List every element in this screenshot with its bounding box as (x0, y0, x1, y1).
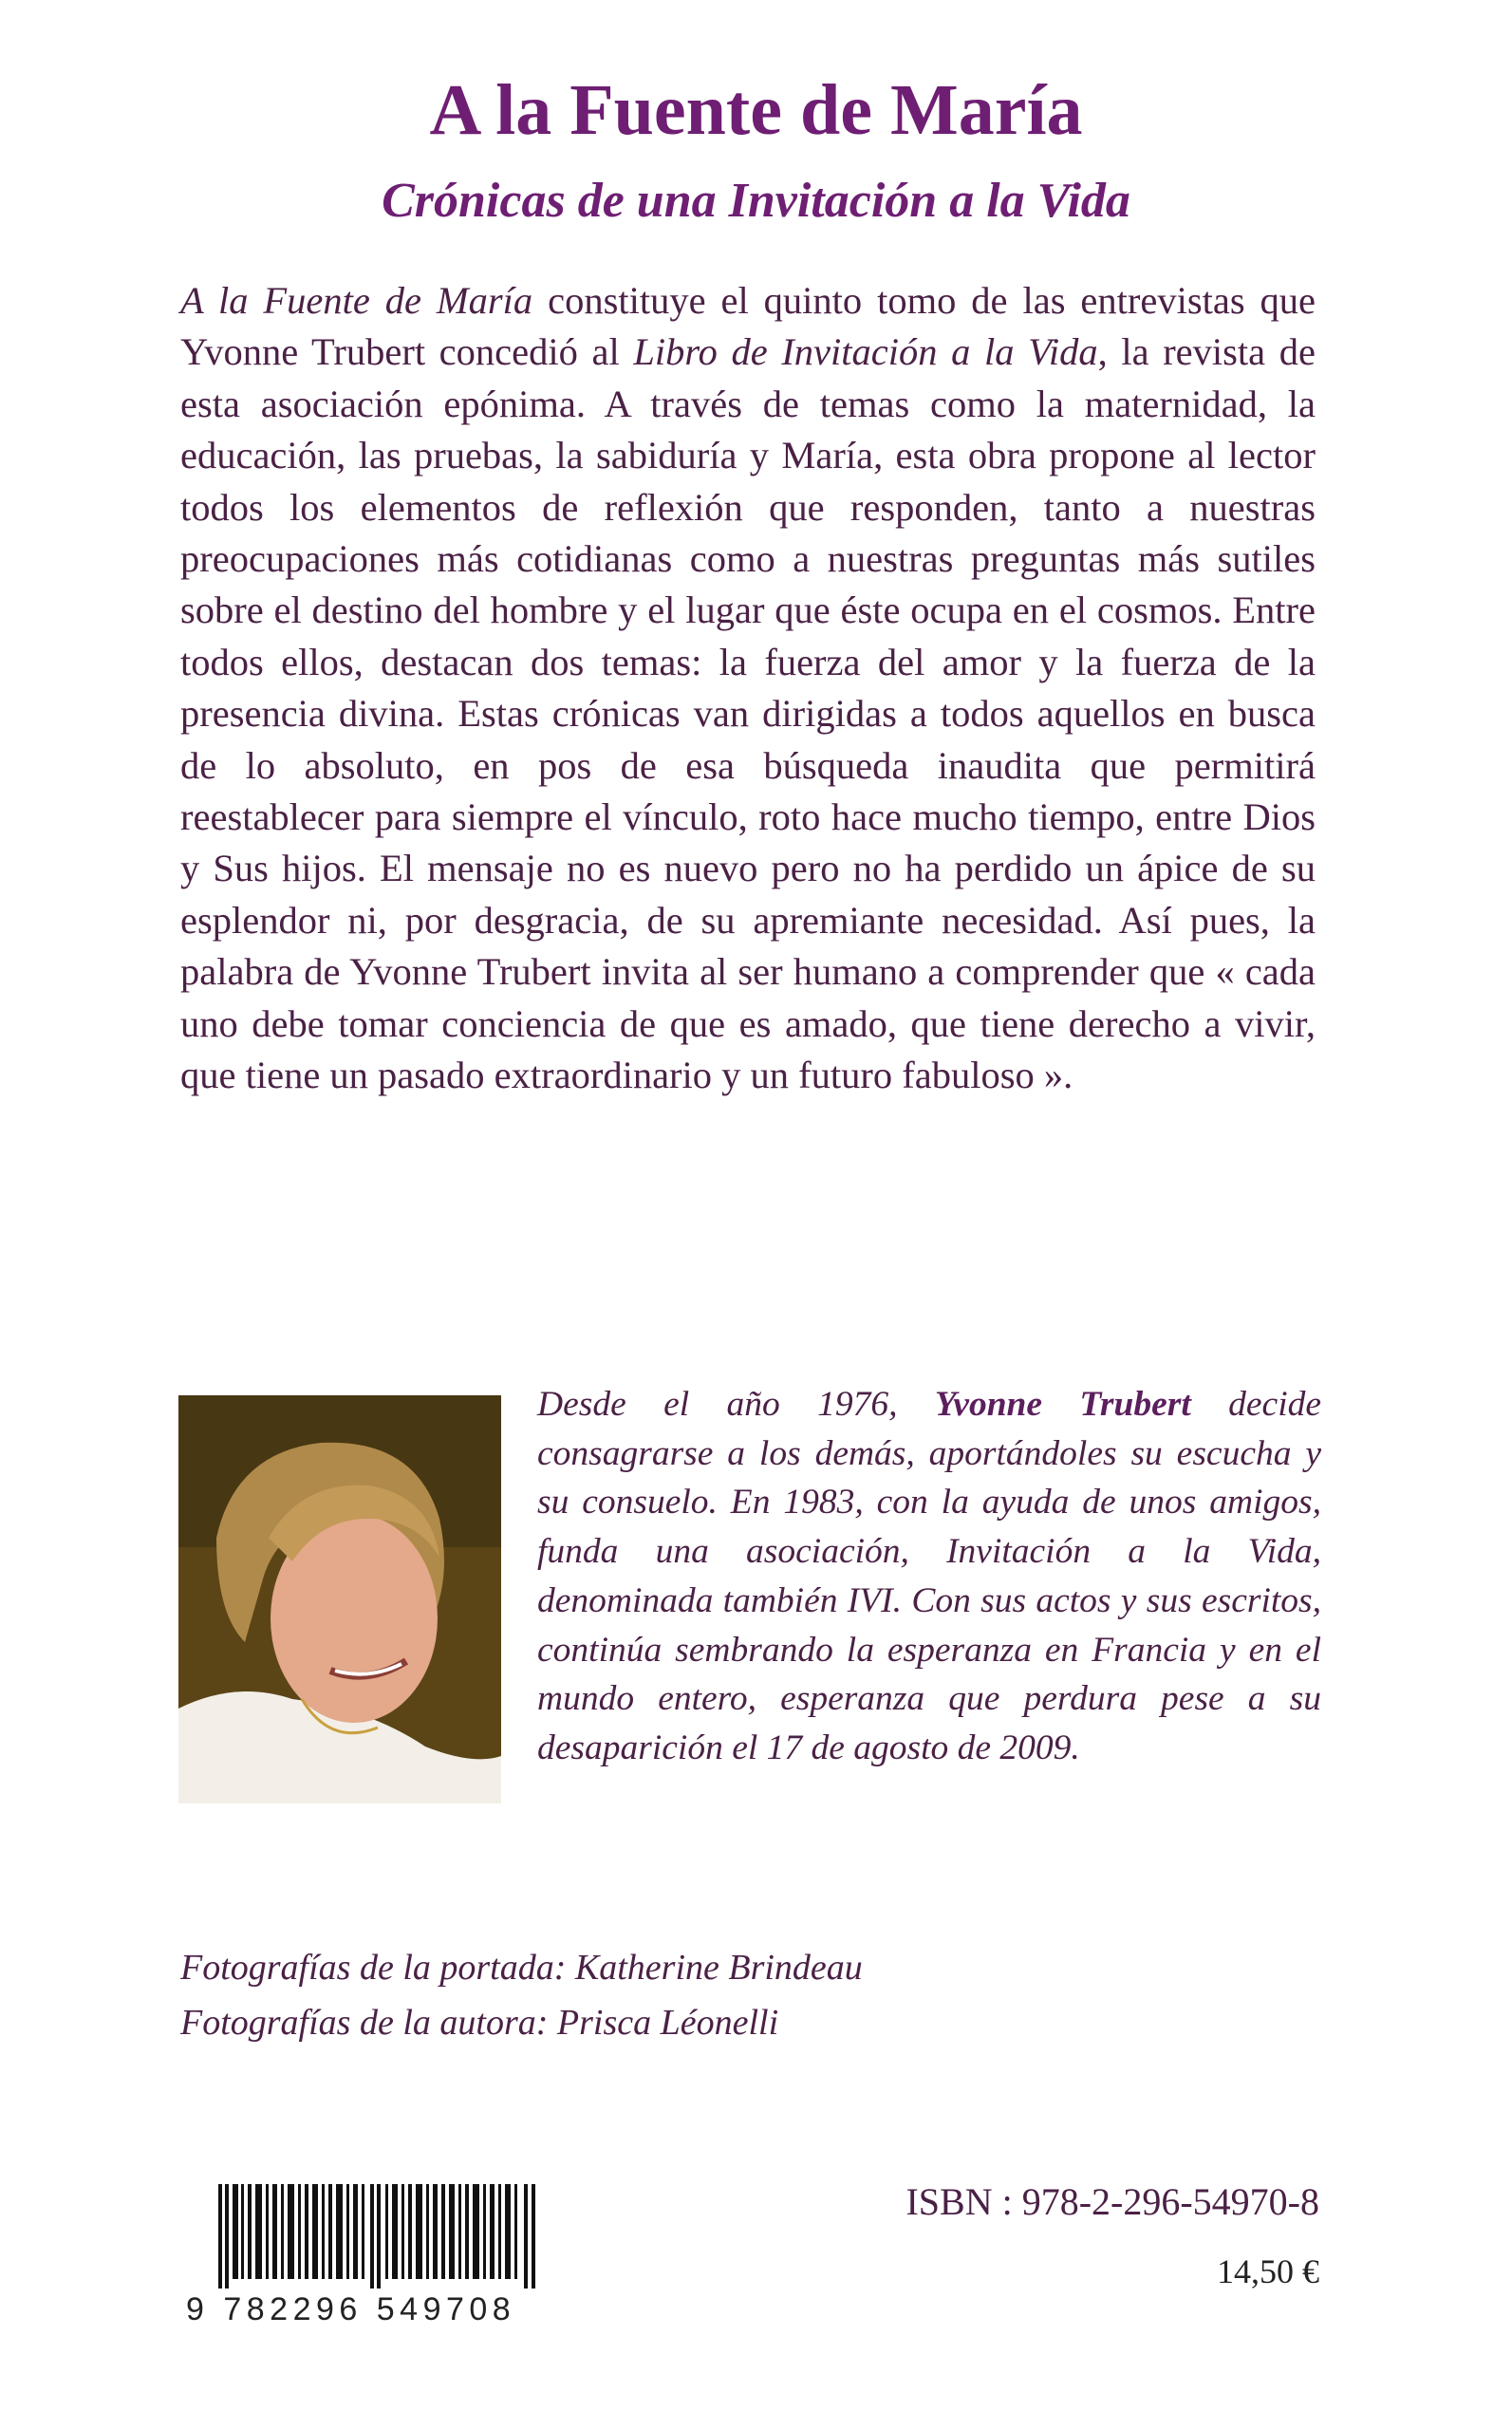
book-price: 14,50 € (1217, 2252, 1319, 2290)
book-subtitle: Crónicas de una Invitación a la Vida (382, 174, 1130, 228)
isbn-number: ISBN : 978-2-296-54970-8 (905, 2180, 1319, 2223)
book-title: A la Fuente de María (429, 70, 1083, 150)
cover-photo-credit: Fotografías de la portada: Katherine Brindeau (180, 1948, 863, 1988)
blurb-text-2: , la revista de esta asociación epónima. A través de temas como la maternidad, la educación, las pruebas, la sabiduría y María, esta obra propone al lector todos los elementos de reflexión que responden, tanto a nuestras preocupaciones más cotidianas como a nuestras preguntas más sutiles sobre el destino del hombre y el lugar que éste ocupa en el cosmos. Entre todos ellos, destacan dos temas: la fuerza del amor y la fuerza de la presencia divina. Estas crónicas van dirigidas a todos aquellos en busca de lo absoluto, en pos de esa búsqueda inaudita que permitirá reestablecer para siempre el vínculo, roto hace mucho tiempo, entre Dios y Sus hijos. El mensaje no es nuevo pero no ha perdido un ápice de su esplendor ni, por desgracia, de su apremiante necesidad. Así pues, la palabra de Yvonne Trubert invita al ser humano a comprender que « cada uno debe tomar conciencia de que es amado, que tiene derecho a vivir, que tiene un pasado extraordinario y un futuro fabuloso ». (180, 330, 1316, 1097)
barcode-icon (218, 2184, 541, 2289)
barcode-digits: 9 782296 549708 (186, 2291, 516, 2327)
author-bio (537, 1380, 1321, 1773)
author-photo-credit: Fotografías de la autora: Prisca Léonelli (180, 2003, 779, 2043)
author-photo (178, 1395, 501, 1803)
bio-text: decide consagrarse a los demás, aportándoles su escucha y su consuelo. En 1983, con la ayuda de unos amigos, funda una asociación, Invitación a la Vida, denominada también IVI. Con sus actos y sus escritos, continúa sembrando la esperanza en Francia y en el mundo entero, esperanza que perdura pese a su desaparición el 17 de agosto de 2009. (537, 1385, 1322, 1767)
blurb-magazine-title: Libro de Invitación a la Vida (633, 330, 1098, 374)
bio-intro: Desde el año 1976, (537, 1385, 935, 1424)
back-cover-blurb (180, 275, 1316, 1102)
blurb-text-1: constituye el quinto tomo de las entrevistas que Yvonne Trubert concedió al (180, 279, 1316, 374)
author-name: Yvonne Trubert (934, 1385, 1191, 1424)
blurb-book-title: A la Fuente de María (180, 279, 533, 322)
